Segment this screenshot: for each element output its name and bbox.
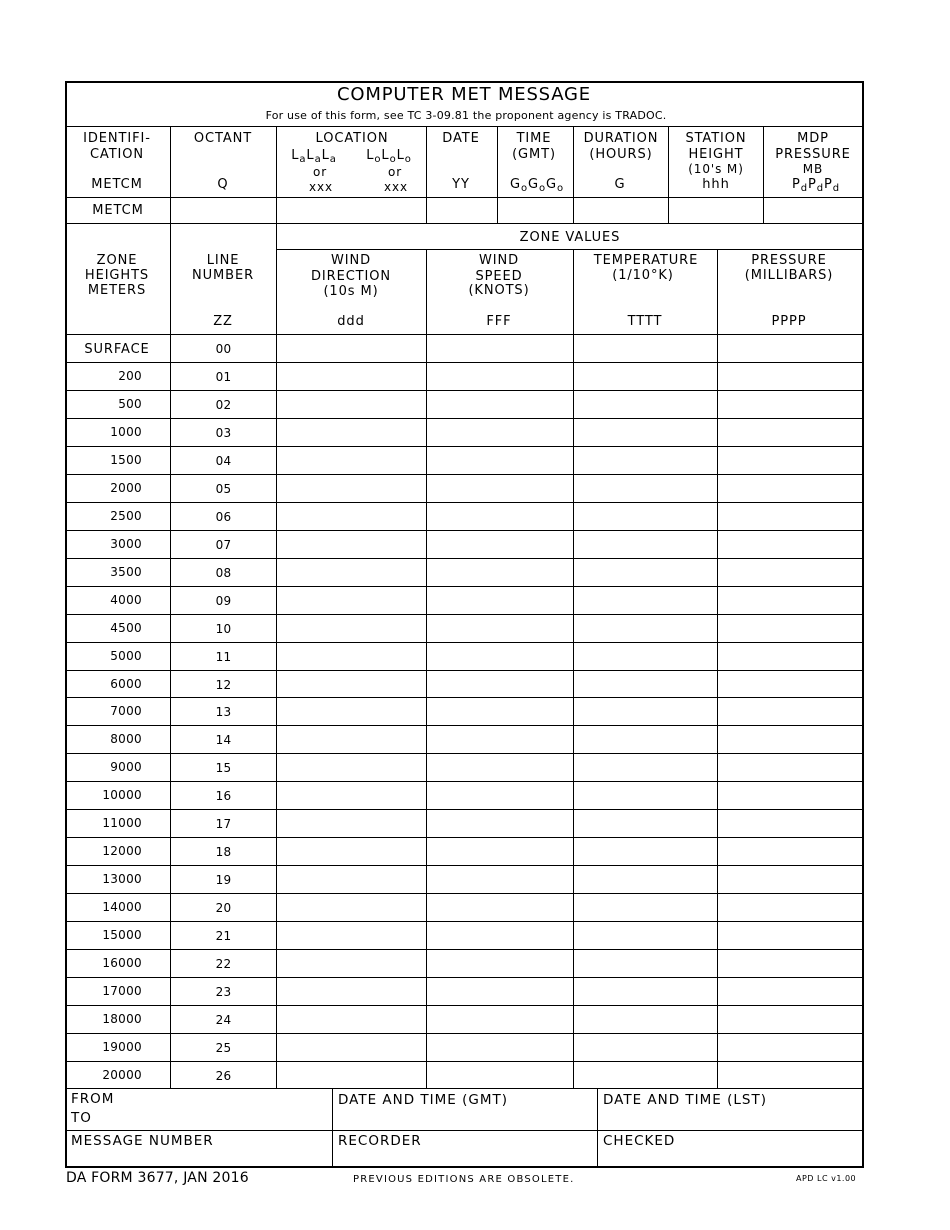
line-number-cell: 11 (215, 650, 232, 664)
row-rule (66, 1061, 863, 1062)
row-rule (66, 418, 863, 419)
rule (276, 223, 277, 1088)
form-subtitle: For use of this form, see TC 3-09.81 the proponent agency is TRADOC. (265, 109, 667, 122)
location-or-left: or (312, 165, 328, 179)
identification-label-1: IDENTIFI- (83, 131, 151, 146)
date-label: DATE (442, 131, 480, 146)
zone-height-cell: 3000 (110, 537, 142, 551)
wind-direction-label-3: (10s M) (323, 284, 379, 299)
station-label-1: STATION (685, 131, 747, 146)
zone-height-cell: 500 (118, 397, 142, 411)
identification-label-2: CATION (89, 147, 145, 162)
line-number-cell: 16 (215, 789, 232, 803)
temperature-label-2: (1/10°K) (612, 268, 674, 283)
row-rule (66, 921, 863, 922)
mdp-code: $P_dP_dP_d$ (792, 177, 840, 194)
checked-label: CHECKED (603, 1133, 676, 1149)
line-number-cell: 10 (215, 622, 232, 636)
rule (426, 126, 427, 223)
station-label-3: (10's M) (688, 162, 744, 176)
line-number-cell: 25 (215, 1041, 232, 1055)
line-number-code: ZZ (213, 314, 233, 329)
row-rule (66, 753, 863, 754)
duration-code: G (614, 177, 626, 192)
time-code: $G_oG_oG_o$ (509, 177, 565, 194)
zone-height-cell: 18000 (102, 1012, 142, 1026)
version-label: APD LC v1.00 (796, 1174, 857, 1183)
mdp-label-2: PRESSURE (775, 147, 851, 162)
duration-label-1: DURATION (583, 131, 659, 146)
rule (573, 126, 574, 223)
row-rule (66, 949, 863, 950)
row-rule (66, 837, 863, 838)
zone-height-cell: 10000 (102, 788, 142, 802)
row-rule (66, 502, 863, 503)
row-rule (66, 809, 863, 810)
row-rule (66, 670, 863, 671)
zone-height-cell: 20000 (102, 1068, 142, 1082)
row-rule (66, 781, 863, 782)
location-label: LOCATION (315, 131, 389, 146)
zone-height-cell: 6000 (110, 677, 142, 691)
zone-height-cell: 15000 (102, 928, 142, 942)
station-code: hhh (702, 177, 730, 192)
line-number-cell: 08 (215, 566, 232, 580)
date-time-gmt-label: DATE AND TIME (GMT) (338, 1092, 509, 1108)
zone-height-cell: 1000 (110, 425, 142, 439)
row-rule (66, 977, 863, 978)
from-label: FROM (71, 1091, 115, 1107)
zone-height-cell: 16000 (102, 956, 142, 970)
line-number-cell: 24 (215, 1013, 232, 1027)
pressure-label-1: PRESSURE (751, 253, 827, 268)
zone-height-cell: 5000 (110, 649, 142, 663)
line-number-cell: 15 (215, 761, 232, 775)
line-number-cell: 12 (215, 678, 232, 692)
row-rule (66, 642, 863, 643)
wind-speed-code: FFF (486, 314, 512, 329)
row-rule (66, 697, 863, 698)
zone-height-cell: 200 (118, 369, 142, 383)
zone-height-cell: 1500 (110, 453, 142, 467)
identification-code: METCM (91, 177, 143, 192)
mdp-label-1: MDP (797, 131, 829, 146)
zone-height-cell: 4000 (110, 593, 142, 607)
zone-heights-label-2: HEIGHTS (84, 268, 150, 283)
line-number-cell: 13 (215, 705, 232, 719)
wind-speed-label-2: SPEED (475, 269, 523, 284)
zone-height-cell: 9000 (110, 760, 142, 774)
line-number-cell: 19 (215, 873, 232, 887)
zone-height-cell: 13000 (102, 872, 142, 886)
metcm-value: METCM (92, 203, 144, 218)
rule (717, 249, 718, 1088)
row-rule (66, 614, 863, 615)
time-label-2: (GMT) (512, 147, 556, 162)
zone-height-cell: SURFACE (84, 342, 150, 357)
line-number-cell: 17 (215, 817, 232, 831)
line-number-cell: 21 (215, 929, 232, 943)
message-number-label: MESSAGE NUMBER (71, 1133, 214, 1149)
date-code: YY (452, 177, 470, 192)
row-rule (66, 558, 863, 559)
zone-height-cell: 17000 (102, 984, 142, 998)
row-rule (66, 474, 863, 475)
zone-heights-label-3: METERS (87, 283, 147, 298)
row-rule (66, 1033, 863, 1034)
form-number: DA FORM 3677, JAN 2016 (66, 1170, 249, 1186)
row-rule (66, 390, 863, 391)
mdp-label-3: MB (802, 162, 824, 176)
line-number-cell: 03 (215, 426, 232, 440)
time-label-1: TIME (516, 131, 552, 146)
line-number-cell: 06 (215, 510, 232, 524)
line-number-cell: 09 (215, 594, 232, 608)
obsolete-notice: PREVIOUS EDITIONS ARE OBSOLETE. (353, 1174, 575, 1185)
temperature-label-1: TEMPERATURE (593, 253, 699, 268)
line-number-cell: 00 (215, 342, 232, 356)
zone-height-cell: 2000 (110, 481, 142, 495)
to-label: TO (71, 1110, 92, 1126)
zone-heights-label-1: ZONE (96, 253, 138, 268)
line-number-cell: 18 (215, 845, 232, 859)
rule (276, 126, 277, 223)
zone-values-label: ZONE VALUES (519, 230, 621, 245)
location-or-right: or (387, 165, 403, 179)
rule (66, 1130, 863, 1131)
row-rule (66, 586, 863, 587)
zone-height-cell: 3500 (110, 565, 142, 579)
rule (170, 126, 171, 223)
line-number-cell: 14 (215, 733, 232, 747)
line-number-cell: 23 (215, 985, 232, 999)
rule (66, 334, 863, 335)
pressure-code: PPPP (771, 314, 807, 329)
rule (573, 249, 574, 1088)
rule (66, 1088, 863, 1089)
row-rule (66, 446, 863, 447)
line-number-cell: 01 (215, 370, 232, 384)
wind-direction-label-1: WIND (330, 253, 372, 268)
rule (66, 223, 863, 224)
zone-height-cell: 19000 (102, 1040, 142, 1054)
wind-direction-label-2: DIRECTION (311, 269, 391, 284)
zone-height-cell: 7000 (110, 704, 142, 718)
zone-height-cell: 12000 (102, 844, 142, 858)
line-number-cell: 26 (215, 1069, 232, 1083)
row-rule (66, 362, 863, 363)
rule (332, 1088, 333, 1167)
rule (597, 1088, 598, 1167)
zone-height-cell: 14000 (102, 900, 142, 914)
octant-label: OCTANT (193, 131, 253, 146)
line-number-cell: 02 (215, 398, 232, 412)
pressure-label-2: (MILLIBARS) (744, 268, 834, 283)
rule (66, 197, 863, 198)
form-title: COMPUTER MET MESSAGE (337, 84, 591, 105)
line-number-cell: 22 (215, 957, 232, 971)
row-rule (66, 865, 863, 866)
line-number-cell: 07 (215, 538, 232, 552)
location-alt-left: xxx (308, 180, 334, 194)
octant-code: Q (217, 177, 229, 192)
line-number-label-2: NUMBER (191, 268, 255, 283)
station-label-2: HEIGHT (688, 147, 744, 162)
line-number-cell: 05 (215, 482, 232, 496)
line-number-label-1: LINE (206, 253, 240, 268)
line-number-cell: 04 (215, 454, 232, 468)
zone-height-cell: 2500 (110, 509, 142, 523)
rule (426, 249, 427, 1088)
rule (668, 126, 669, 223)
row-rule (66, 725, 863, 726)
location-alt-right: xxx (383, 180, 409, 194)
latitude-code: $L_aL_aL_a$ (291, 148, 337, 165)
rule (276, 249, 863, 250)
row-rule (66, 893, 863, 894)
temperature-code: TTTT (627, 314, 663, 329)
zone-height-cell: 11000 (102, 816, 142, 830)
line-number-cell: 20 (215, 901, 232, 915)
rule (497, 126, 498, 223)
wind-speed-label-3: (KNOTS) (468, 283, 530, 298)
recorder-label: RECORDER (338, 1133, 422, 1149)
rule (763, 126, 764, 223)
rule (66, 126, 863, 127)
duration-label-2: (HOURS) (589, 147, 653, 162)
wind-speed-label-1: WIND (478, 253, 520, 268)
wind-direction-code: ddd (337, 314, 365, 329)
date-time-lst-label: DATE AND TIME (LST) (603, 1092, 767, 1108)
row-rule (66, 1005, 863, 1006)
zone-height-cell: 4500 (110, 621, 142, 635)
row-rule (66, 530, 863, 531)
longitude-code: $L_oL_oL_o$ (366, 148, 412, 165)
zone-height-cell: 8000 (110, 732, 142, 746)
